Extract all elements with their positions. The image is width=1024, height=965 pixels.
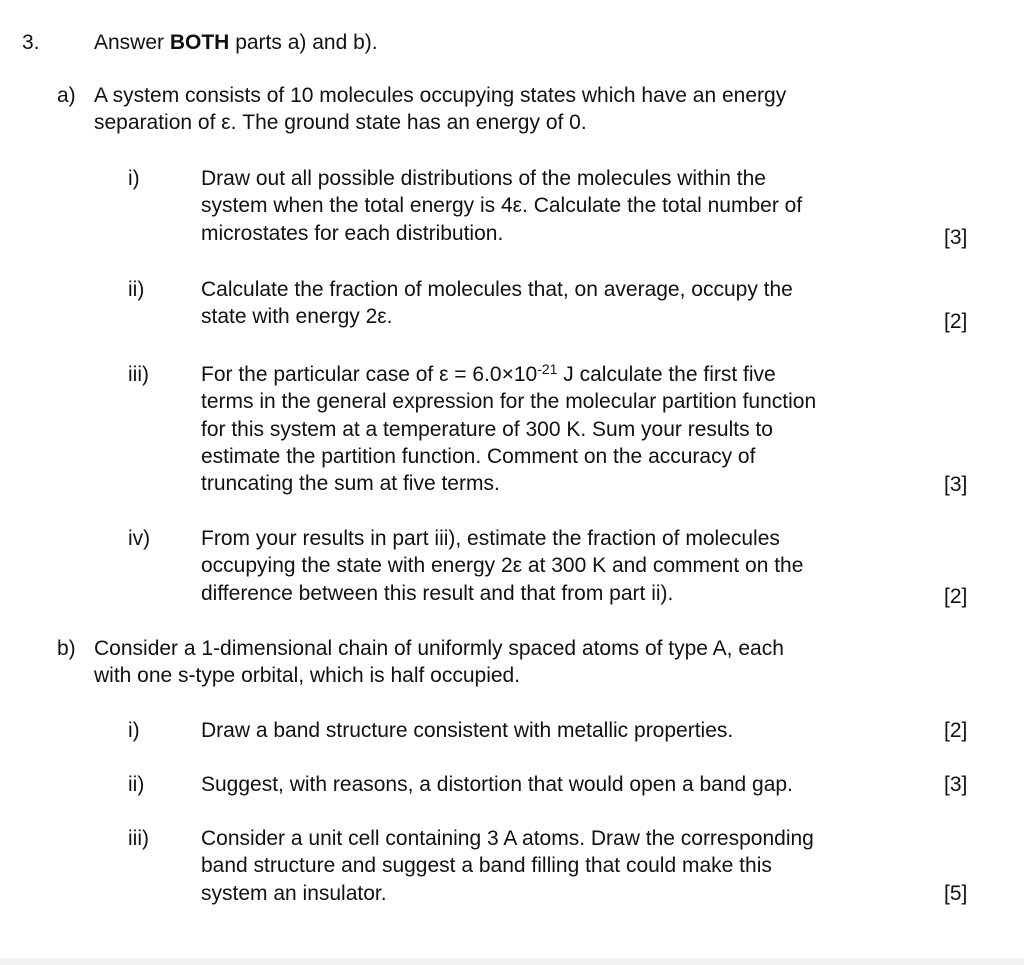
intro-text-end: parts a) and b). bbox=[229, 31, 378, 54]
part-b-iii-text bbox=[201, 825, 814, 907]
part-b-iii-mark: [5] bbox=[944, 882, 968, 905]
question-line bbox=[201, 361, 816, 388]
intro-bold: BOTH bbox=[169, 31, 230, 54]
part-a-iv-text bbox=[201, 525, 803, 607]
question-line: estimate the partition function. Comment on the accuracy of bbox=[201, 444, 756, 468]
part-a-ii-label: ii) bbox=[128, 278, 145, 301]
part-b-i-text: Draw a band structure consistent with metallic properties. bbox=[201, 719, 734, 742]
part-a-iii-label: iii) bbox=[128, 363, 149, 386]
part-a-line: separation of ε. The ground state has an energy of 0. bbox=[94, 111, 587, 135]
part-a-text bbox=[94, 82, 786, 137]
question-line: occupying the state with energy 2ε at 300 K and comment on the bbox=[201, 554, 804, 578]
question-line: difference between this result and that from part ii). bbox=[201, 581, 674, 605]
part-b-ii-text: Suggest, with reasons, a distortion that would open a band gap. bbox=[201, 773, 793, 796]
part-b-i-label: i) bbox=[128, 719, 140, 742]
part-a-ii-text bbox=[201, 276, 793, 331]
part-b-ii-label: ii) bbox=[128, 773, 145, 796]
question-line: system an insulator. bbox=[201, 881, 387, 905]
question-line: state with energy 2ε. bbox=[201, 305, 393, 329]
part-b-line: Consider a 1-dimensional chain of uniformly spaced atoms of type A, each bbox=[94, 637, 784, 660]
exponent: -21 bbox=[537, 361, 558, 377]
line-text: For the particular case of ε = 6.0×10 bbox=[201, 363, 538, 386]
question-line: Consider a unit cell containing 3 A atoms. Draw the corresponding bbox=[201, 827, 814, 850]
part-b-line: with one s-type orbital, which is half occupied. bbox=[94, 664, 521, 688]
question-line: microstates for each distribution. bbox=[201, 221, 504, 245]
part-a-ii-mark: [2] bbox=[944, 310, 968, 333]
part-b-text bbox=[94, 635, 784, 690]
part-a-line: A system consists of 10 molecules occupying states which have an energy bbox=[94, 84, 787, 107]
part-a-iv-label: iv) bbox=[128, 527, 151, 550]
question-line: Calculate the fraction of molecules that, on average, occupy the bbox=[201, 278, 793, 301]
page-bottom-edge bbox=[0, 958, 1024, 965]
part-b-i-mark: [2] bbox=[944, 719, 968, 742]
question-line: terms in the general expression for the molecular partition function bbox=[201, 390, 817, 414]
part-b-iii-label: iii) bbox=[128, 827, 149, 850]
part-a-iii-text bbox=[201, 361, 816, 497]
question-line: band structure and suggest a band filling that could make this bbox=[201, 854, 772, 878]
part-a-iv-mark: [2] bbox=[944, 585, 968, 608]
question-line: truncating the sum at five terms. bbox=[201, 472, 500, 496]
intro-text: Answer bbox=[94, 31, 170, 54]
question-intro bbox=[94, 29, 378, 56]
question-line: From your results in part iii), estimate the fraction of molecules bbox=[201, 527, 780, 550]
part-a-i-label: i) bbox=[128, 167, 140, 190]
part-a-i-text bbox=[201, 165, 802, 247]
line-text: J calculate the first five bbox=[557, 363, 776, 386]
part-a-iii-mark: [3] bbox=[944, 473, 968, 496]
question-number: 3. bbox=[22, 31, 40, 54]
question-line: for this system at a temperature of 300 K. Sum your results to bbox=[201, 417, 773, 441]
question-line: system when the total energy is 4ε. Calculate the total number of bbox=[201, 194, 803, 218]
question-line: Draw out all possible distributions of the molecules within the bbox=[201, 167, 766, 190]
part-a-label: a) bbox=[57, 84, 76, 107]
part-b-ii-mark: [3] bbox=[944, 773, 968, 796]
part-a-i-mark: [3] bbox=[944, 226, 968, 249]
part-b-label: b) bbox=[57, 637, 76, 660]
